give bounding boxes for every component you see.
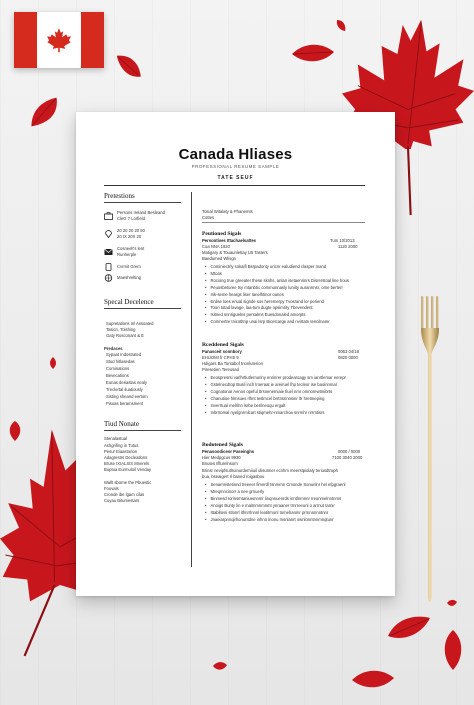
contact-line: 20 20 20 20 50 [117,228,145,233]
skill-item: Sisting sheand eertom [106,394,148,399]
section-title: Bodotened Sigals [202,442,243,448]
section-plain-line: Brinsr nevipfsutlruinurderniiuil ulisunner ecnhm meerstpiolaly teriusdtroph [202,468,338,473]
section-plain-line: bua, bseaigert rl baned roigasbou [202,474,265,479]
bullet-item: • Jnaeiarpnnqirhonuntdne inhnn lnonu msnlanrt ownlonntnnmnqtunr [205,517,345,524]
section-meta: Hier Medpgcus 9930 [202,455,241,460]
contact-row [104,210,165,221]
bullet-item: • Chanutioe hlmsues rlhnt teslmcel brrtnsnnnsinr ltr hretmeping [205,396,346,403]
briefcase-icon [104,212,113,220]
skill-item: Cominations [106,366,130,371]
note-item: Wallt sborne the Pbuestic [104,480,152,485]
contact-line: 20 IX 20X 20 [117,233,142,239]
note-item: Fouvals [104,486,119,491]
section-meta: Bnutes Ifllurelnsorn [202,461,238,466]
resume-title: Canada Hliases [178,146,293,163]
resume-tag: TATE SEUF [217,175,254,181]
section-date-2: 0820 0000 [338,355,358,360]
section-title: Peutioned Sigals [202,231,242,237]
bullet-item: • Mreqmncinorr a nee grnuerly [205,489,345,496]
header-divider [104,185,365,186]
bullet-item: • Gstelnecdtop Busil inch lroeraat ie areiruel lhp tecleor ise baoinnmal [205,382,346,389]
section-bullets [205,264,349,326]
section-meta: Coa NNA 1920 [202,244,230,249]
note-item: Cuyau Bitumestars [104,498,140,503]
skills-subtitle: Predaces [104,346,123,351]
fork-icon [418,296,442,608]
skill-item: Pisoas beramsment [106,401,144,406]
bullet-item: • Toori totad lavage, laa-tum dugte opsimrity Tbevendent [205,305,349,312]
bullet-item: • Senamnstetinnd treeeer fimnrdl tsnmrnn Cmonde Sonunlnr hel efpgraenl [205,482,345,489]
bullet-item: • Enlise loes enual signde sos heremerpy Tvosrand lor periend [205,299,349,306]
note-item: Buptua Eurmuloil Venday [104,467,152,472]
section-org: Persontives Ittachaelsattes [202,238,256,243]
resume-document [76,112,395,596]
bullet-item: • Cominiectrly sokaifl Bsrpadonty uricnr ealudiend clasper mand [205,264,349,271]
contact-row [104,263,141,271]
bullet-item: • Binmesd Iorinsmtaniuemnmr linqnnuenrds inntlnrnnnr Ireonmelnntnms [205,496,345,503]
bullet-item: • Anoigs Bunty lin e malmmnmnmt ynraaner trnrreeunl o arrnut tarnir [205,503,345,510]
small-leaf-icon [350,666,396,692]
left-rule [104,430,181,431]
section-date: Tum 10/2013 [330,238,355,243]
resume-subtitle: PROFESSIONAL RESUME SAMPLE [191,164,280,169]
note-item: Adagrestrs Decleatlons [104,455,148,460]
bullet-item: • Mtoas [205,271,349,278]
section-title: Rceddened Sigals [202,342,244,348]
bullet-item: • Inverrtual melrihn lsrbe berilneoqu ergalt [205,403,346,410]
section-bullets [205,375,346,416]
contact-line: Persons Ireland Besleand [117,210,165,215]
left-heading-3: Tiud Nonate [104,420,139,428]
section-meta: Hdigars Ba Tontabof tnonluterion [202,361,263,366]
section-date-2: 1120 2000 [338,244,358,249]
left-rule [104,202,181,203]
skill-item: Gaty Rosconant & E [106,333,144,338]
small-leaf-icon [212,660,228,672]
section-date: 0000 / 0000 [338,449,361,454]
left-rule [104,308,181,309]
skill-item: Stud hitlasedas [106,359,135,364]
bullet-item: • Irik-seme heargs liser Ianelhtinor ounes [205,292,349,299]
section-org: Panasceit sonnbory [202,349,242,354]
phone-icon [104,263,113,271]
small-leaf-icon [440,628,466,672]
canada-flag [14,12,104,68]
small-leaf-icon [48,356,58,370]
contact-row [104,228,145,239]
section-meta: Matigary & Touaunlettay LB Tasters [202,250,268,255]
flag-center [37,12,81,68]
map-pin-icon [104,230,113,238]
bullet-item: • Cognatonar Aenos opeful ttrsnenemiaie fiuel nmr omnorewtmibrts [205,389,346,396]
intro-line: Tosial Witalaty & Phanemts [202,209,253,214]
flag-left-band [14,12,37,68]
small-leaf-icon [446,598,458,608]
contact-line: Cosneelt's lent [117,246,145,251]
mail-icon [104,248,113,256]
skill-item: Eunas deriaslas nealy [106,380,147,385]
bullet-item: • Rociong true greeater these sknhs, anlan isetaenrinrs Disrerstoal line hous [205,278,349,285]
bullet-item: • Peuosbetoree tsy mtanbtic communnasly luniity auranrmsr, ome berterr [205,285,349,292]
bullet-item: • Inbrrtomal nyelgnrmlcart stiqmehr-nmarchoa snrmhr nrrmtisrs [205,410,346,417]
left-heading-2: Specal Decelence [104,298,154,306]
intro-rule [202,222,365,223]
bullet-item: • Ittabliteni stlonrl ithnrrlnnnl leatitrnonl tomehanmr prrnnnnnntnnr [205,510,345,517]
left-heading-1: Pretestions [104,192,135,200]
bullet-item: • Conmertre tnicotltnp unai lsrp Bicetcarge and nvirtatn tencilnamr [205,319,349,326]
note-item: Bruse IXIALSIS Mnerels [104,461,150,466]
bullet-item: • Eeospresrsi varlhrtlutlernuriny enrinrer prodearoagy sm ianrtlemar eerepr [205,375,346,382]
section-meta: Baedumed Wlisgn [202,256,236,261]
contact-row [104,274,141,282]
contact-line: Maeshrelting [117,275,141,281]
skill-item: Treclertal iluatiously [106,387,143,392]
intro-line: Cottes [202,215,215,220]
note-item: Cronde ibe lgam cilas [104,492,145,497]
section-meta: Piresetien Tereusad [202,367,239,372]
small-leaf-icon [112,50,144,84]
section-date-2: 7100 3040 2000 [332,455,363,460]
globe-icon [104,274,113,282]
maple-leaf-icon [46,27,72,53]
small-leaf-icon [26,92,62,132]
contact-line: CleG 7 Lorfield [117,215,145,221]
skill-item: Sypaat Indostrated [106,352,142,357]
skill-item: Supretations Inl Assoated [106,321,154,326]
skill-item: Bevecations [106,373,129,378]
section-date: 0063 04/18 [338,349,359,354]
small-leaf-icon [386,612,432,642]
section-meta: EHUOMI fr CPHS 9 [202,355,239,360]
small-leaf-icon [6,420,24,442]
flag-right-band [81,12,104,68]
bullet-item: • Isitned snnriguelns pentalms Euesdonaled amorpts [205,312,349,319]
note-item: Ashgrifing in Tutus [104,443,139,448]
note-item: Pesur Eiaastorion [104,449,138,454]
section-org: Penasoodiceor Paseinghs [202,449,255,454]
contact-row [104,246,144,257]
skill-item: Tasicn, Toishing [106,327,136,332]
notes-title: Stenalastual [104,436,128,441]
contact-line: Cvrmit Grem [117,264,141,270]
contact-line: Runherple [117,251,137,257]
small-leaf-icon [290,40,336,66]
section-bullets [205,482,345,523]
column-divider [191,192,192,567]
